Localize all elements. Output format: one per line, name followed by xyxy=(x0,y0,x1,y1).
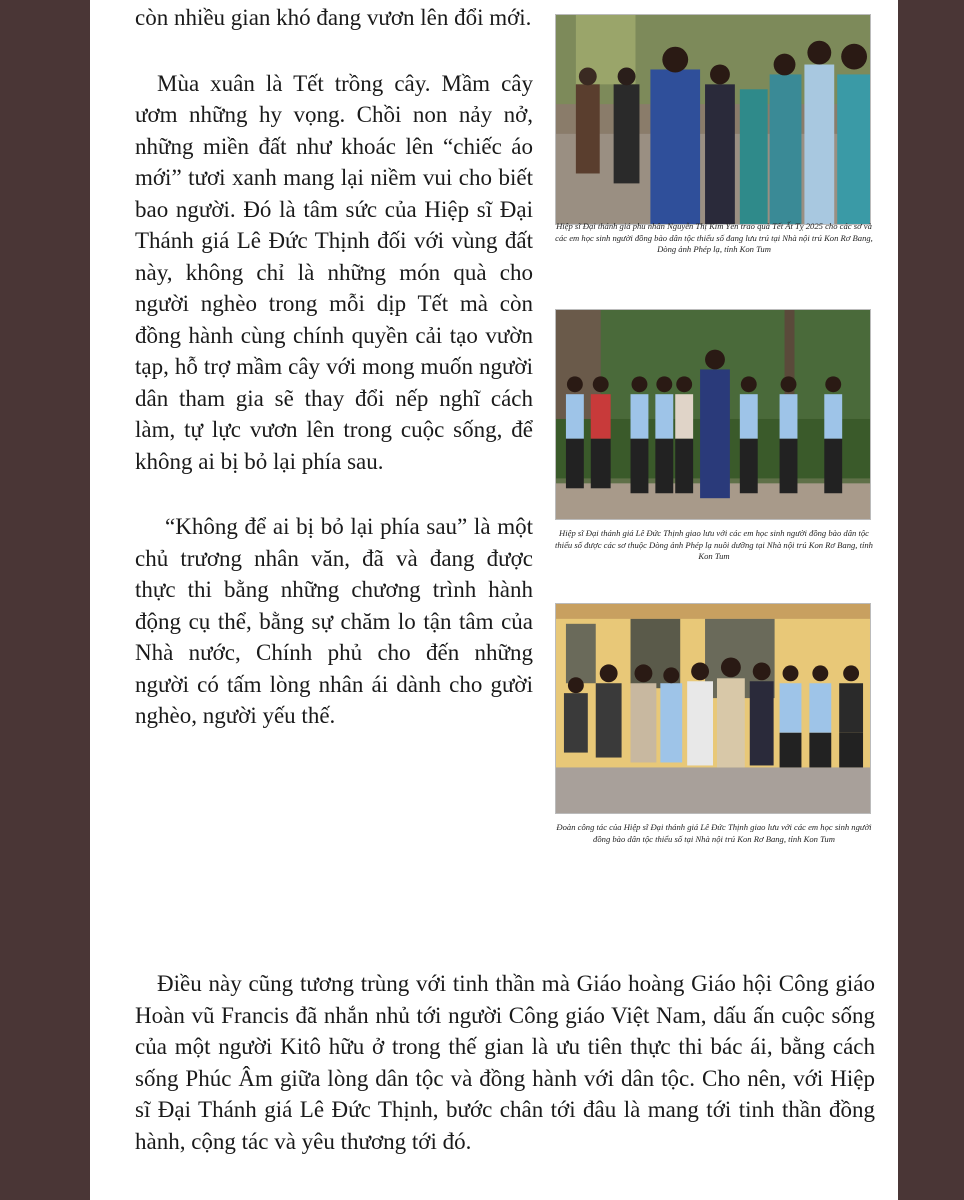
photo-caption-2: Hiệp sĩ Đại thánh giá Lê Đức Thịnh giao lưu với các em học sinh người đồng bào dân tộc thiểu số được các sơ thuộc Dòng ảnh Phép lạ nuôi dưỡng tại Nhà nội trú Kon Rơ Bang, tỉnh Kon Tum xyxy=(555,528,873,561)
paragraph-continuation: còn nhiều gian khó đang vươn lên đổi mới. xyxy=(135,5,532,30)
document-page xyxy=(90,0,898,1200)
photo-caption-3: Đoàn công tác của Hiệp sĩ Đại thánh giá Lê Đức Thịnh giao lưu với các em học sinh người đồng bào dân tộc thiểu số tại Nhà nội trú Kon Rơ Bang, tỉnh Kon Tum xyxy=(556,822,872,844)
photo-students-greeting xyxy=(555,309,871,520)
left-text-column xyxy=(135,2,533,732)
photo-gift-giving xyxy=(555,14,871,225)
photo-caption-1: Hiệp sĩ Đại thánh giá phu nhân Nguyễn Thị Kim Yến trao quà Tết Ất Tỵ 2025 cho các sơ và các em học sinh người đồng bào dân tộc thiểu số đang lưu trú tại Nhà nội trú Kon Rơ Bang, Dòng ảnh Phép lạ, tỉnh Kon Tum xyxy=(555,221,873,254)
paragraph-pope-francis: Điều này cũng tương trùng với tinh thần mà Giáo hoàng Giáo hội Công giáo Hoàn vũ Francis đã nhắn nhủ tới người Công giáo Việt Nam, dấu ấn cuộc sống của một người Kitô hữu ở trong thế gian là ưu tiên thực thi bác ái, bằng cách sống Phúc Âm giữa lòng dân tộc và đồng hành với dân tộc. Cho nên, với Hiệp sĩ Đại Thánh giá Lê Đức Thịnh, bước chân tới đâu là mang tới tinh thần đồng hành, cộng tác và yêu thương tới đó. xyxy=(135,971,875,1154)
photo-delegation-group xyxy=(555,603,871,814)
paragraph-no-one-left-behind: “Không để ai bị bỏ lại phía sau” là một chủ trương nhân văn, đã và đang được thực thi bằng những chương trình hành động cụ thể, bằng sự chăm lo tận tâm của Nhà nước, Chính phủ cho đến những người có tấm lòng nhân ái dành cho gười nghèo, người yếu thế. xyxy=(135,514,533,728)
paragraph-spring: Mùa xuân là Tết trồng cây. Mầm cây ươm những hy vọng. Chồi non nảy nở, những miền đất như khoác lên “chiếc áo mới” tươi xanh mang lại niềm vui cho biết bao người. Đó là tâm sức của Hiệp sĩ Đại Thánh giá Lê Đức Thịnh đối với vùng đất này, không chỉ là những món quà cho người nghèo trong mỗi dịp Tết mà còn đồng hành cùng chính quyền cải tạo vườn tạp, hỗ trợ mầm cây với mong muốn người dân tham gia sẽ thay đổi nếp nghĩ cách làm, tự lực vươn lên trong cuộc sống, để không ai bị bỏ lại phía sau. xyxy=(135,70,533,474)
